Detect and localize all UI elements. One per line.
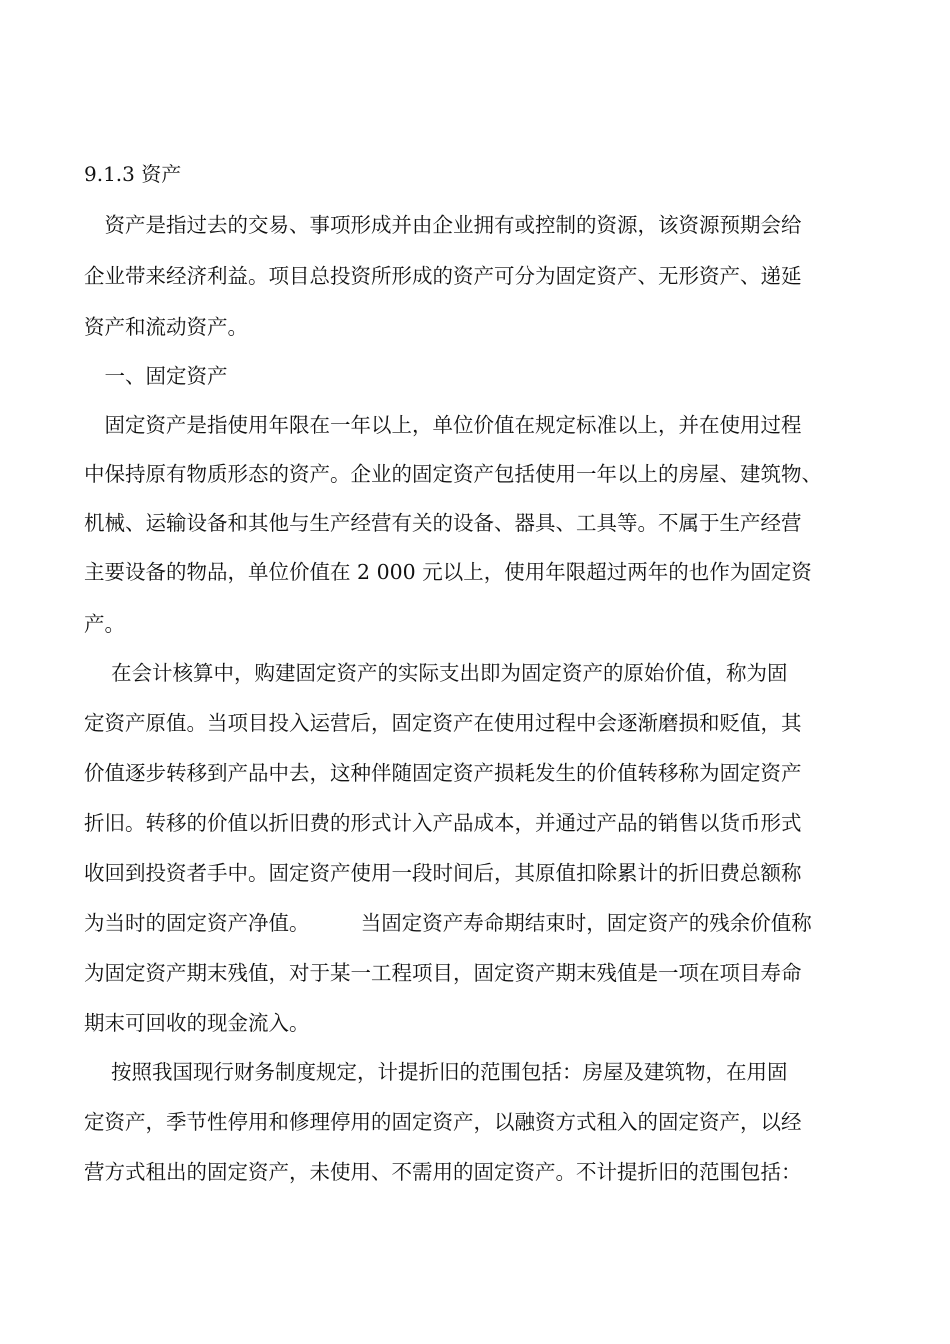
paragraph-line: 为固定资产期末残值，对于某一工程项目，固定资产期末残值是一项在项目寿命 [84, 961, 802, 985]
paragraph-line: 价值逐步转移到产品中去，这种伴随固定资产损耗发生的价值转移称为固定资产 [84, 761, 802, 785]
paragraph-line: 主要设备的物品，单位价值在 2 000 元以上，使用年限超过两年的也作为固定资 [84, 560, 812, 584]
paragraph-line: 按照我国现行财务制度规定，计提折旧的范围包括：房屋及建筑物，在用固 [84, 1060, 788, 1084]
paragraph-line: 机械、运输设备和其他与生产经营有关的设备、器具、工具等。不属于生产经营 [84, 511, 802, 535]
paragraph-line: 资产是指过去的交易、事项形成并由企业拥有或控制的资源，该资源预期会给 [84, 213, 802, 237]
paragraph-line: 产。 [84, 612, 125, 636]
paragraph-line: 中保持原有物质形态的资产。企业的固定资产包括使用一年以上的房屋、建筑物、 [84, 462, 822, 486]
paragraph-line: 折旧。转移的价值以折旧费的形式计入产品成本，并通过产品的销售以货币形式 [84, 811, 802, 835]
paragraph-line: 定资产，季节性停用和修理停用的固定资产，以融资方式租入的固定资产，以经 [84, 1110, 802, 1134]
paragraph-line: 收回到投资者手中。固定资产使用一段时间后，其原值扣除累计的折旧费总额称 [84, 861, 802, 885]
section-heading: 9.1.3 资产 [84, 162, 182, 186]
paragraph-line: 为当时的固定资产净值。 当固定资产寿命期结束时，固定资产的残余价值称 [84, 911, 812, 935]
paragraph-line: 企业带来经济利益。项目总投资所形成的资产可分为固定资产、无形资产、递延 [84, 264, 802, 288]
subheading-fixed-assets: 一、固定资产 [84, 364, 228, 388]
paragraph-line: 营方式租出的固定资产，未使用、不需用的固定资产。不计提折旧的范围包括： [84, 1160, 802, 1184]
paragraph-line: 定资产原值。当项目投入运营后，固定资产在使用过程中会逐渐磨损和贬值，其 [84, 711, 802, 735]
paragraph-line: 期末可回收的现金流入。 [84, 1011, 310, 1035]
paragraph-line: 固定资产是指使用年限在一年以上，单位价值在规定标准以上，并在使用过程 [84, 413, 802, 437]
paragraph-line: 资产和流动资产。 [84, 315, 248, 339]
paragraph-line: 在会计核算中，购建固定资产的实际支出即为固定资产的原始价值，称为固 [84, 661, 788, 685]
